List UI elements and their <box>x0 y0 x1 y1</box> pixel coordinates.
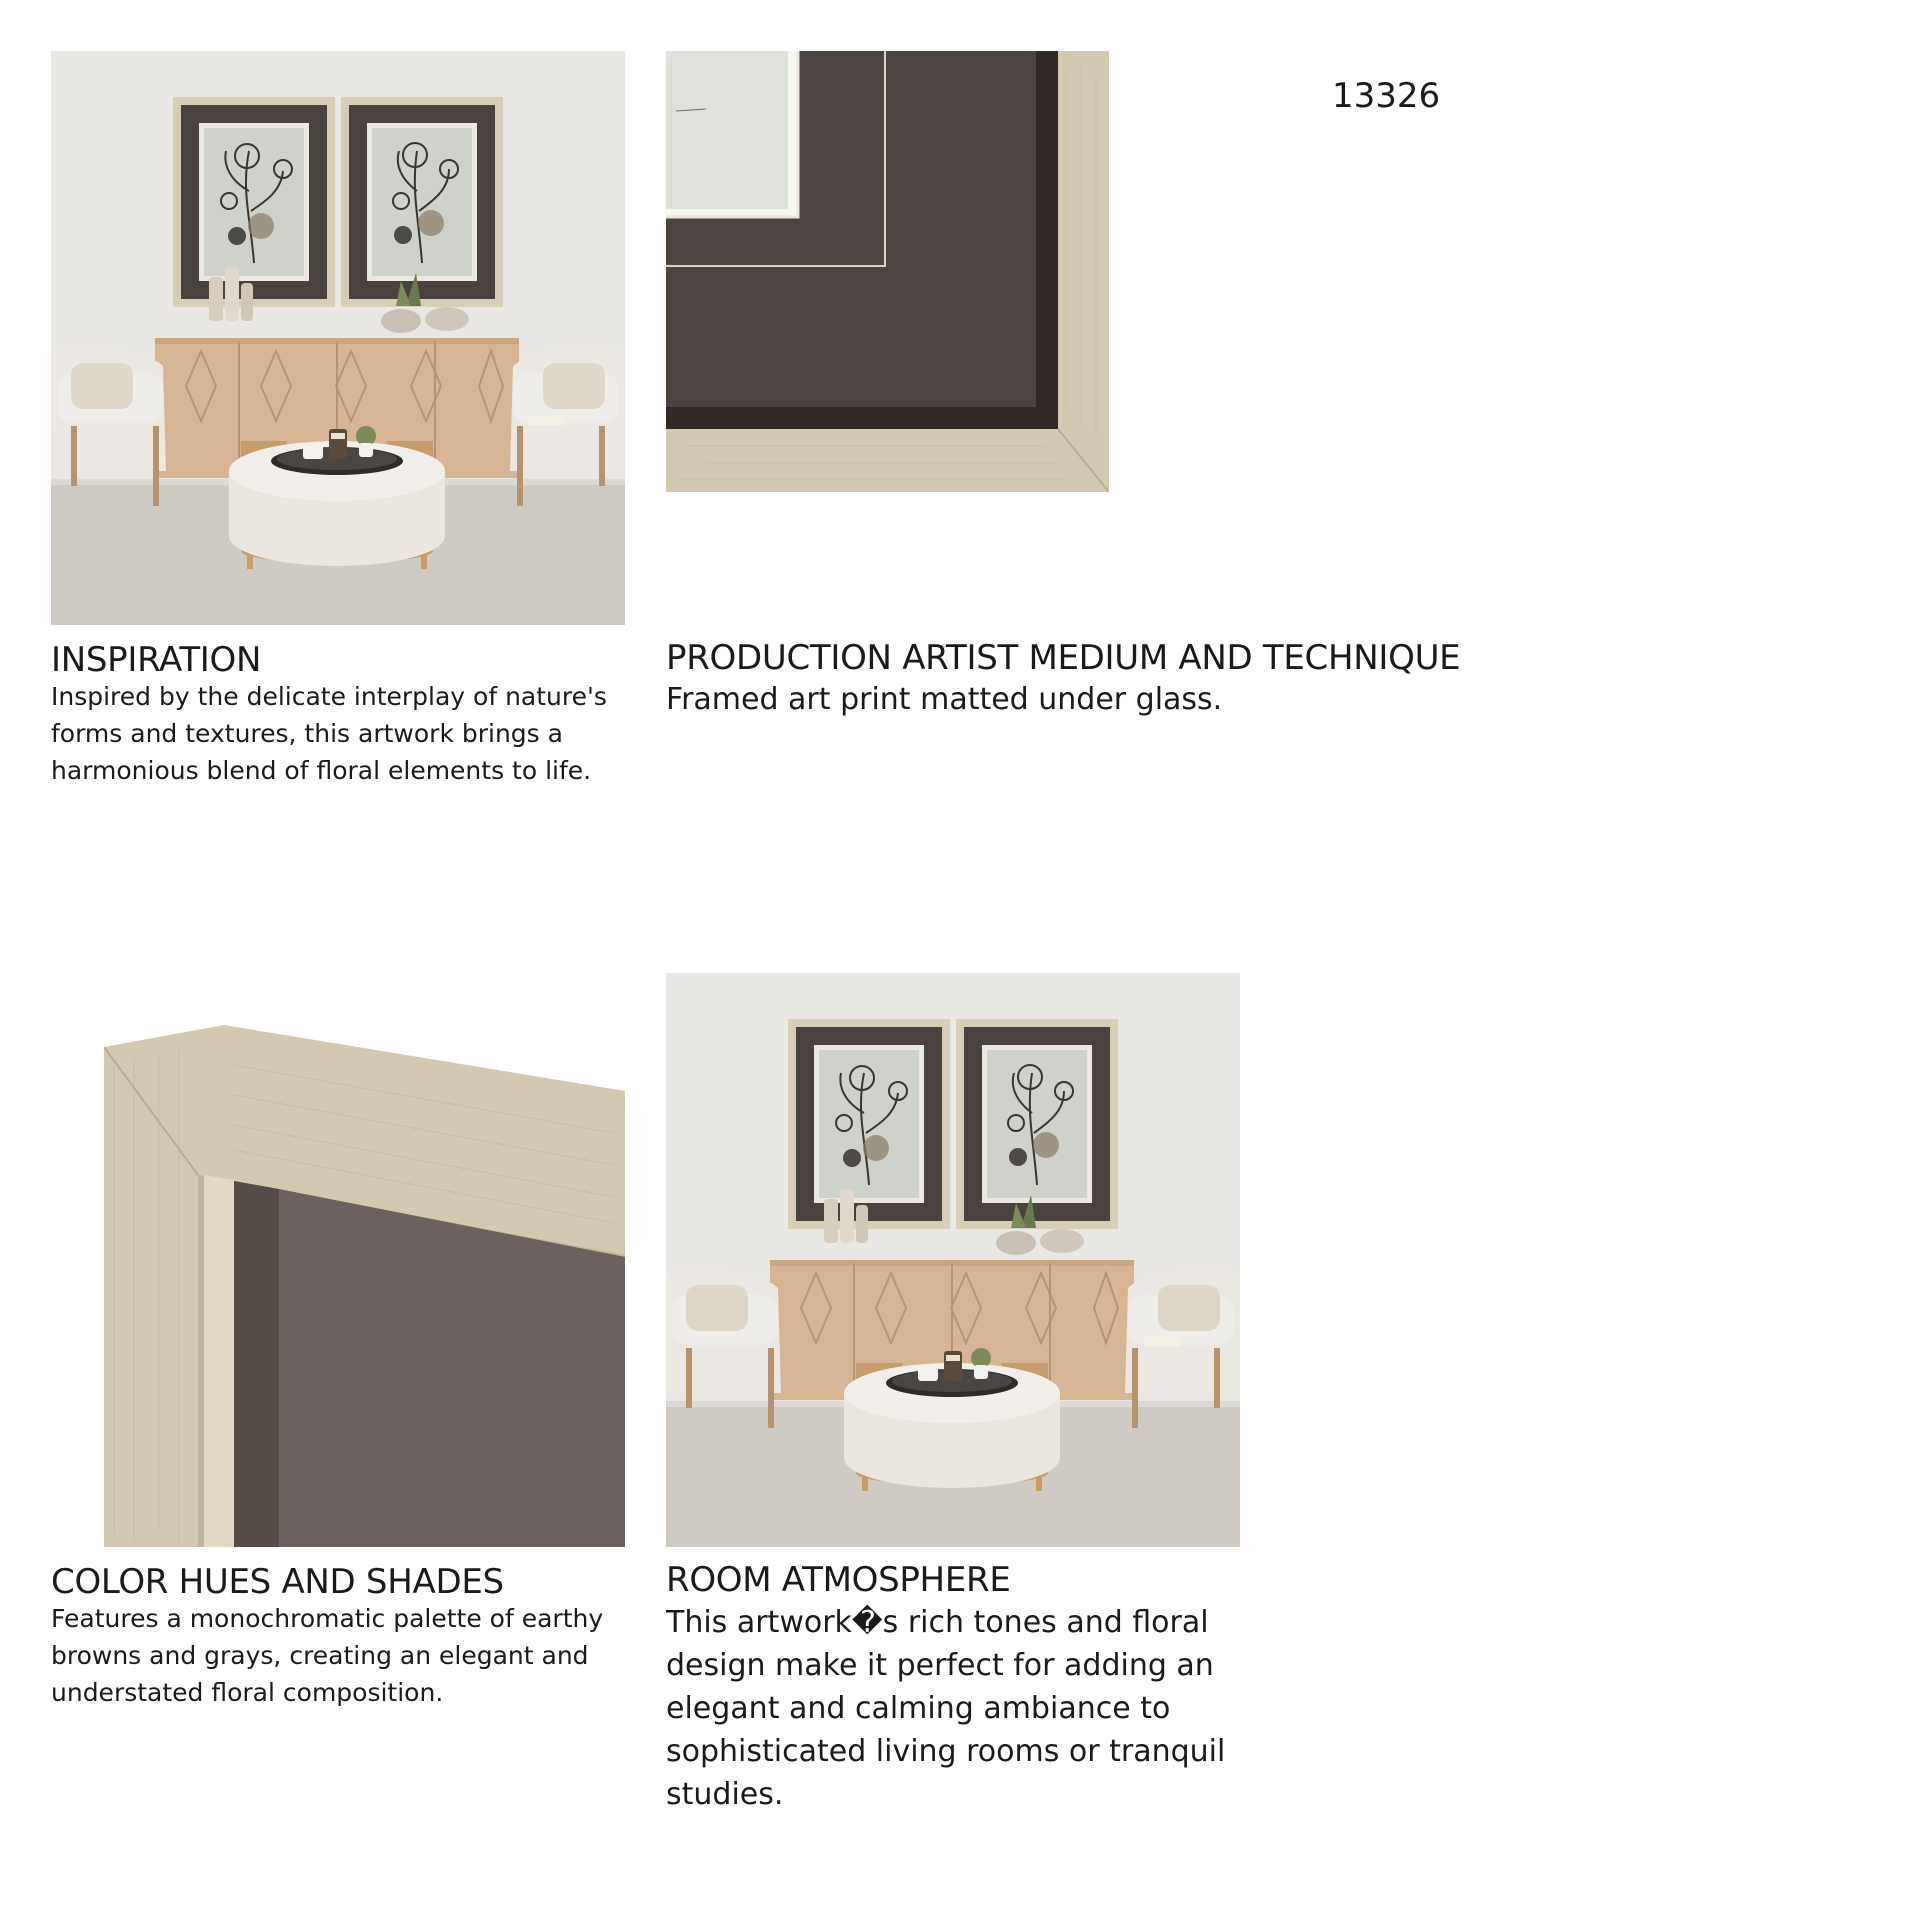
room-image <box>666 973 1240 1547</box>
inspiration-image <box>51 51 625 625</box>
product-code: 13326 <box>1332 76 1441 116</box>
inspiration-body: Inspired by the delicate interplay of nature's forms and textures, this artwork brings a harmonious blend of floral elements to life. <box>51 682 607 785</box>
frame-corner-closeup-photo-icon <box>666 51 1109 492</box>
color-body: Features a monochromatic palette of earthy browns and grays, creating an elegant and understated floral composition. <box>51 1604 604 1707</box>
production-heading: PRODUCTION ARTIST MEDIUM AND TECHNIQUE <box>666 638 1461 678</box>
room-heading: ROOM ATMOSPHERE <box>666 1560 1011 1600</box>
production-image <box>666 51 1109 492</box>
room-scene-photo-icon <box>666 973 1240 1547</box>
production-body: Framed art print matted under glass. <box>666 682 1223 717</box>
color-image <box>104 1025 625 1547</box>
room-body: This artwork�s rich tones and floral design make it perfect for adding an elegant and calming ambiance to sophisticated living rooms or tranquil studies. <box>666 1605 1226 1812</box>
inspiration-heading: INSPIRATION <box>51 640 262 680</box>
color-heading: COLOR HUES AND SHADES <box>51 1562 504 1602</box>
room-scene-photo-icon <box>51 51 625 625</box>
frame-texture-closeup-photo-icon <box>104 1025 625 1547</box>
